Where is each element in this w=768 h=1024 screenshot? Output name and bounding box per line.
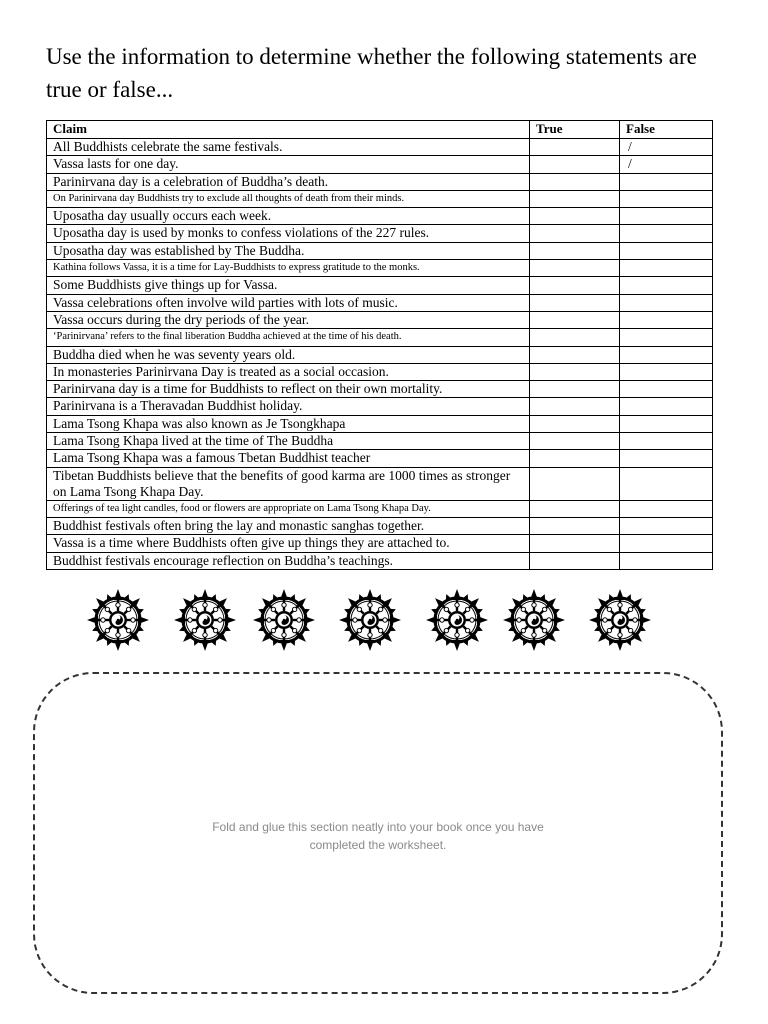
false-cell[interactable]	[620, 294, 713, 311]
true-cell[interactable]	[530, 139, 620, 156]
table-row	[47, 467, 713, 500]
dharma-wheel-icon	[425, 588, 489, 652]
table-row	[47, 277, 713, 294]
table-row	[47, 225, 713, 242]
header-claim: Claim	[47, 121, 530, 139]
table-row	[47, 242, 713, 259]
table-row	[47, 173, 713, 190]
false-cell[interactable]: /	[620, 156, 713, 173]
false-cell[interactable]	[620, 500, 713, 517]
claim-text: Some Buddhists give things up for Vassa.	[47, 277, 530, 294]
true-cell[interactable]	[530, 190, 620, 207]
claim-text: Parinirvana day is a time for Buddhists to reflect on their own mortality.	[47, 381, 530, 398]
claim-text: Buddha died when he was seventy years old.	[47, 346, 530, 363]
claim-text: Uposatha day was established by The Buddha.	[47, 242, 530, 259]
claim-text: Kathina follows Vassa, it is a time for Lay-Buddhists to express gratitude to the monks.	[47, 260, 530, 277]
claim-text: Tibetan Buddhists believe that the benefits of good karma are 1000 times as stronger on Lama Tsong Khapa Day.	[47, 467, 530, 500]
fold-instruction: Fold and glue this section neatly into your book once you have completed the worksheet.	[212, 820, 544, 852]
false-cell[interactable]	[620, 311, 713, 328]
table-row	[47, 346, 713, 363]
true-cell[interactable]	[530, 415, 620, 432]
false-cell[interactable]	[620, 467, 713, 500]
true-cell[interactable]	[530, 500, 620, 517]
dharma-wheel-icon	[173, 588, 237, 652]
table-row	[47, 398, 713, 415]
false-cell[interactable]	[620, 398, 713, 415]
claim-text: Parinirvana day is a celebration of Buddha’s death.	[47, 173, 530, 190]
true-cell[interactable]	[530, 156, 620, 173]
claim-text: Vassa is a time where Buddhists often give up things they are attached to.	[47, 535, 530, 552]
true-cell[interactable]	[530, 450, 620, 467]
table-row	[47, 433, 713, 450]
false-cell[interactable]: /	[620, 139, 713, 156]
false-cell[interactable]	[620, 190, 713, 207]
table-row	[47, 363, 713, 380]
true-cell[interactable]	[530, 311, 620, 328]
table-row	[47, 208, 713, 225]
table-row	[47, 294, 713, 311]
false-cell[interactable]	[620, 363, 713, 380]
table-row	[47, 311, 713, 328]
false-cell[interactable]	[620, 552, 713, 569]
false-cell[interactable]	[620, 346, 713, 363]
table-row	[47, 517, 713, 534]
claim-text: Vassa occurs during the dry periods of the year.	[47, 311, 530, 328]
true-cell[interactable]	[530, 242, 620, 259]
claim-text: Uposatha day usually occurs each week.	[47, 208, 530, 225]
false-cell[interactable]	[620, 415, 713, 432]
table-row	[47, 381, 713, 398]
true-cell[interactable]	[530, 277, 620, 294]
table-header-row	[47, 121, 713, 139]
false-cell[interactable]	[620, 277, 713, 294]
true-cell[interactable]	[530, 433, 620, 450]
false-cell[interactable]	[620, 225, 713, 242]
claim-text: Vassa celebrations often involve wild parties with lots of music.	[47, 294, 530, 311]
claim-text: Buddhist festivals encourage reflection on Buddha’s teachings.	[47, 552, 530, 569]
dharma-wheel-icon	[502, 588, 566, 652]
true-cell[interactable]	[530, 467, 620, 500]
claim-text: Lama Tsong Khapa was a famous Tbetan Buddhist teacher	[47, 450, 530, 467]
true-cell[interactable]	[530, 208, 620, 225]
false-cell[interactable]	[620, 260, 713, 277]
dharma-wheel-icon	[252, 588, 316, 652]
true-cell[interactable]	[530, 363, 620, 380]
dharma-wheel-icon	[86, 588, 150, 652]
true-cell[interactable]	[530, 260, 620, 277]
claim-text: ‘Parinirvana’ refers to the final liberation Buddha achieved at the time of his death.	[47, 329, 530, 346]
table-row	[47, 329, 713, 346]
false-cell[interactable]	[620, 208, 713, 225]
true-cell[interactable]	[530, 294, 620, 311]
false-cell[interactable]	[620, 173, 713, 190]
claim-text: On Parinirvana day Buddhists try to exclude all thoughts of death from their minds.	[47, 190, 530, 207]
header-true: True	[530, 121, 620, 139]
claim-text: In monasteries Parinirvana Day is treated as a social occasion.	[47, 363, 530, 380]
table-row	[47, 139, 713, 156]
claim-text: Lama Tsong Khapa was also known as Je Tsongkhapa	[47, 415, 530, 432]
table-row	[47, 535, 713, 552]
table-row	[47, 500, 713, 517]
false-cell[interactable]	[620, 517, 713, 534]
claim-text: Vassa lasts for one day.	[47, 156, 530, 173]
false-cell[interactable]	[620, 381, 713, 398]
claim-text: Lama Tsong Khapa lived at the time of The Buddha	[47, 433, 530, 450]
claim-text: Offerings of tea light candles, food or flowers are appropriate on Lama Tsong Khapa Day.	[47, 500, 530, 517]
worksheet-heading: Use the information to determine whether the following statements are true or false...	[46, 44, 697, 102]
dharma-wheel-icon	[338, 588, 402, 652]
header-false: False	[620, 121, 713, 139]
claim-text: All Buddhists celebrate the same festivals.	[47, 139, 530, 156]
true-cell[interactable]	[530, 398, 620, 415]
true-cell[interactable]	[530, 173, 620, 190]
claims-table	[46, 120, 713, 570]
claim-text: Buddhist festivals often bring the lay and monastic sanghas together.	[47, 517, 530, 534]
false-cell[interactable]	[620, 450, 713, 467]
table-row	[47, 450, 713, 467]
false-cell[interactable]	[620, 242, 713, 259]
table-row	[47, 190, 713, 207]
dharma-wheel-icon	[588, 588, 652, 652]
true-cell[interactable]	[530, 346, 620, 363]
true-cell[interactable]	[530, 552, 620, 569]
table-row	[47, 415, 713, 432]
table-row	[47, 552, 713, 569]
table-row	[47, 156, 713, 173]
table-row	[47, 260, 713, 277]
claim-text: Parinirvana is a Theravadan Buddhist holiday.	[47, 398, 530, 415]
false-cell[interactable]	[620, 433, 713, 450]
true-cell[interactable]	[530, 517, 620, 534]
false-cell[interactable]	[620, 535, 713, 552]
false-cell[interactable]	[620, 329, 713, 346]
true-cell[interactable]	[530, 225, 620, 242]
true-cell[interactable]	[530, 535, 620, 552]
true-cell[interactable]	[530, 381, 620, 398]
dharma-wheel-row	[0, 588, 768, 652]
claim-text: Uposatha day is used by monks to confess violations of the 227 rules.	[47, 225, 530, 242]
true-cell[interactable]	[530, 329, 620, 346]
fold-and-glue-section	[33, 672, 723, 994]
